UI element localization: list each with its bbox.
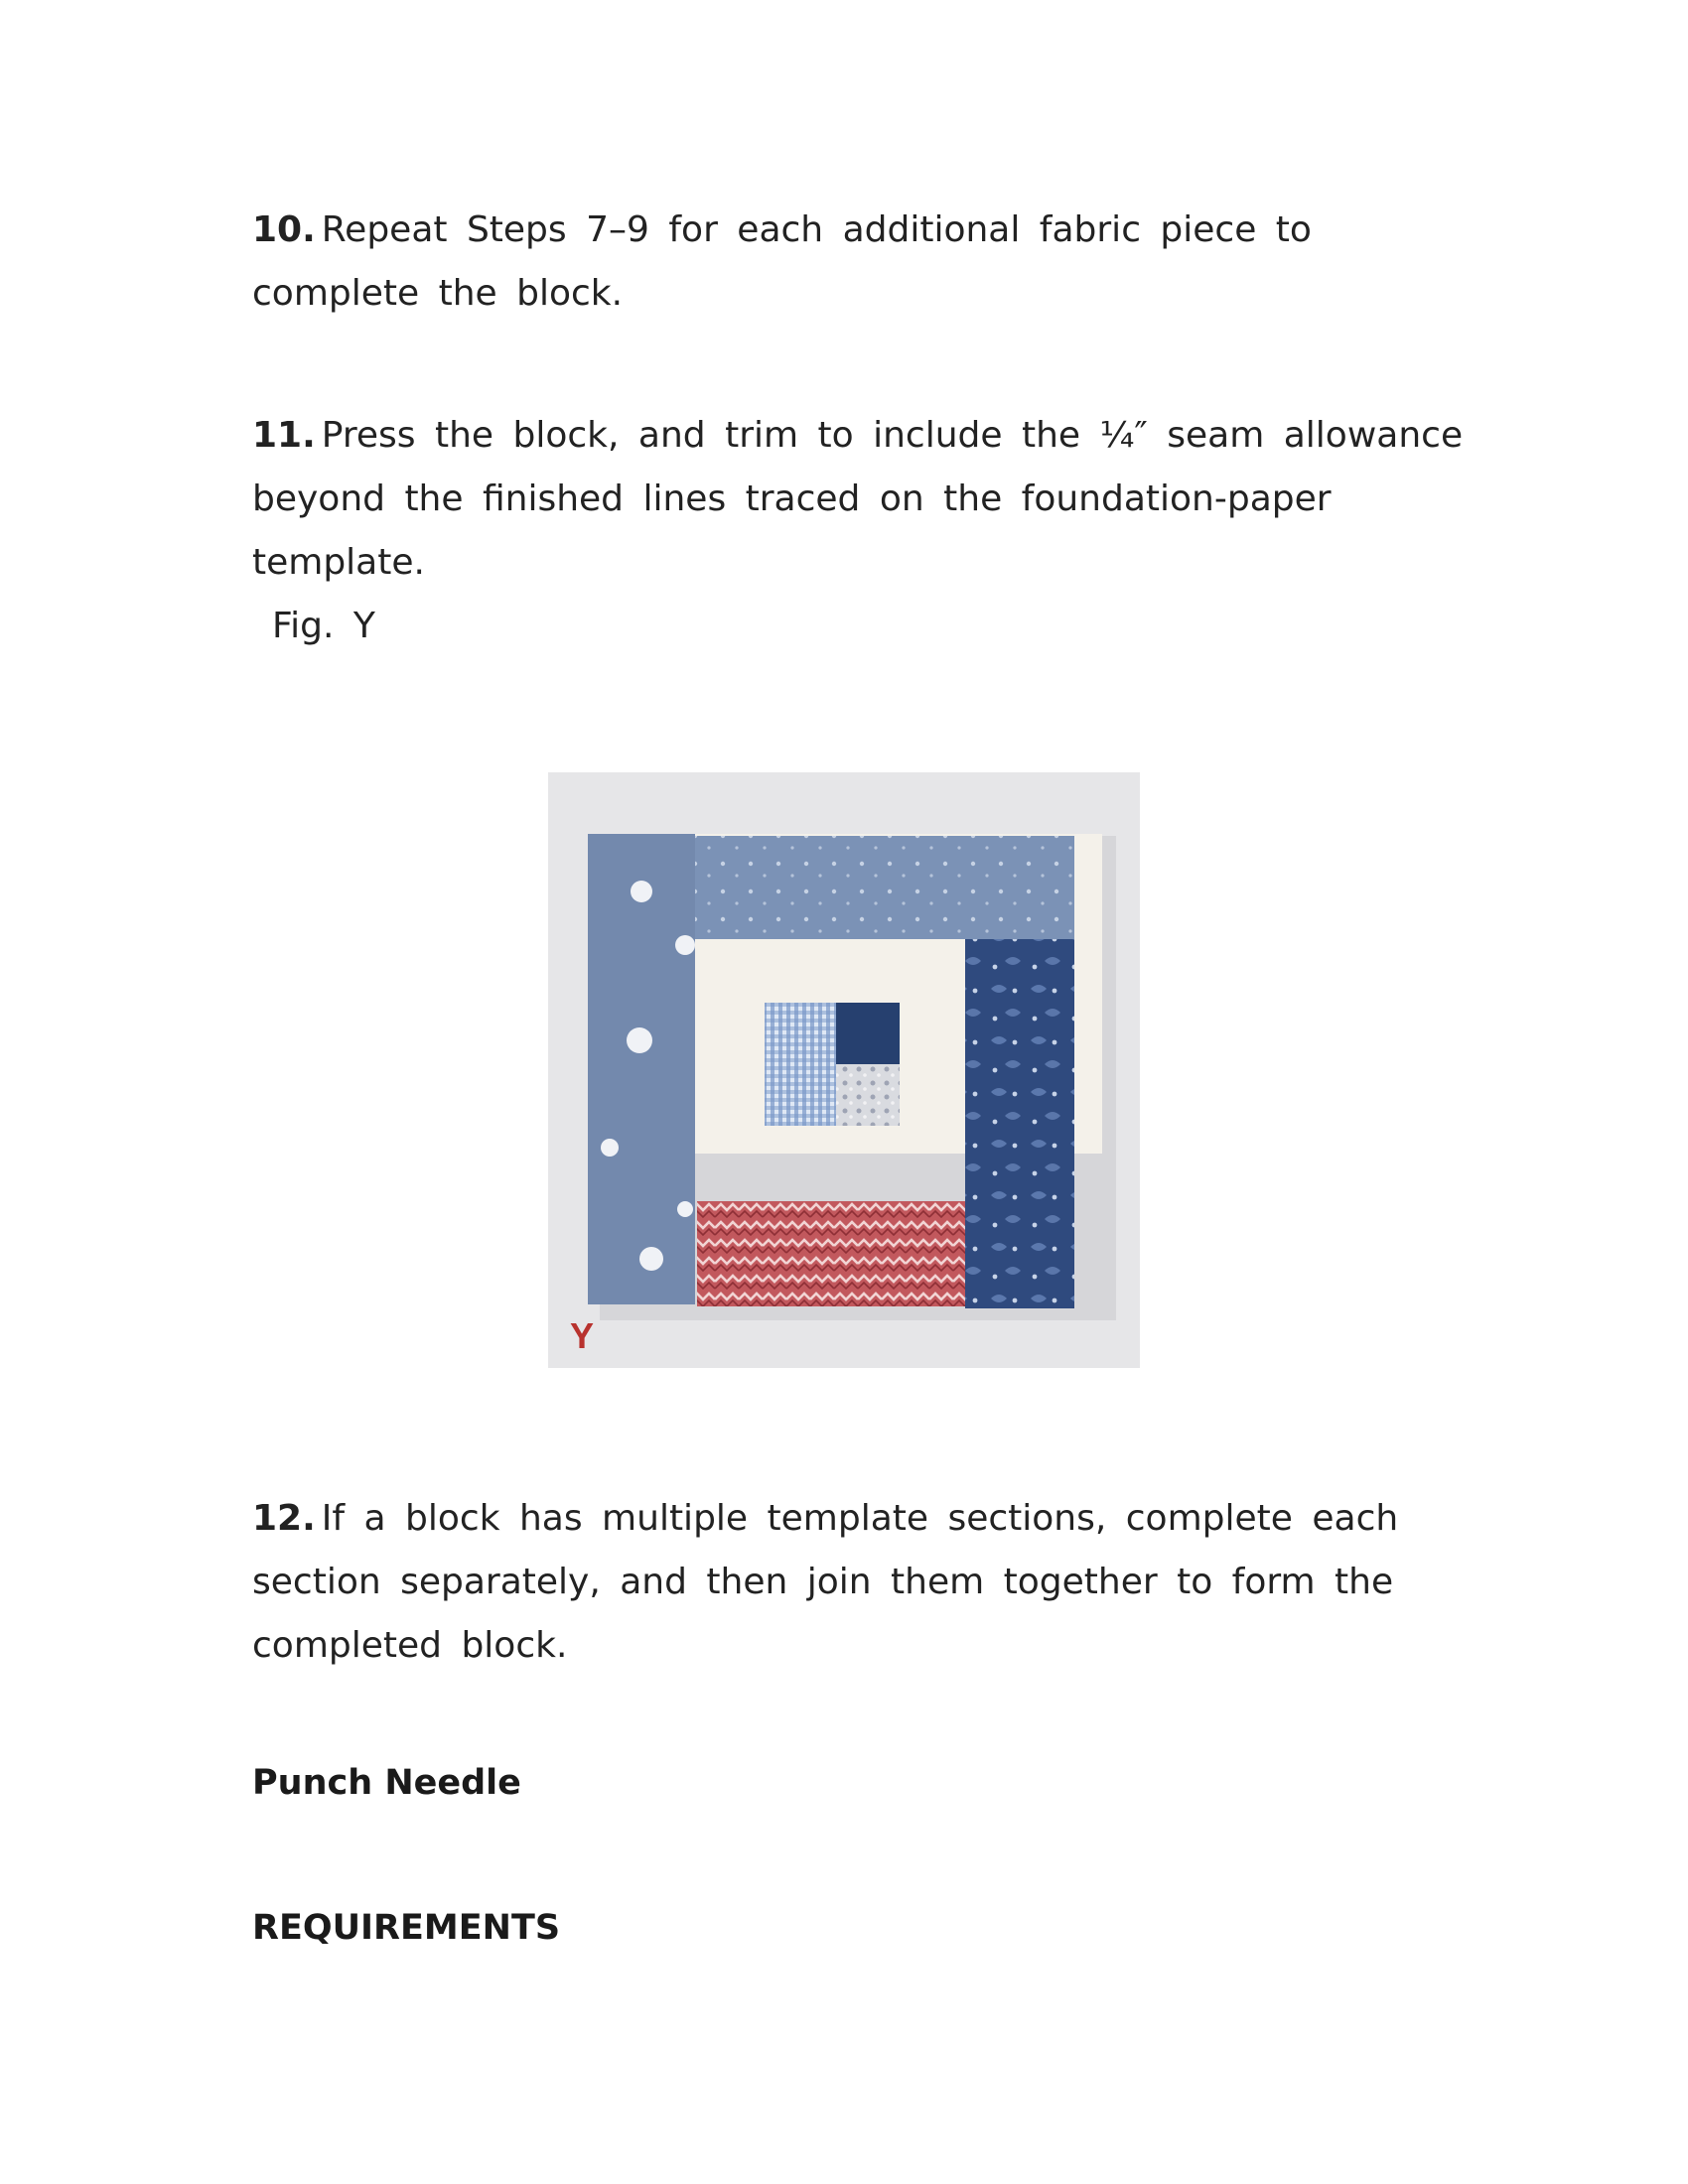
step-12 [252,1487,1464,1678]
step-number: 11. [252,415,316,456]
navy-square [836,1003,900,1064]
step-text: If a block has multiple template sections, complete each section separately, and then join them together to form the completed block. [252,1498,1399,1666]
figure-reference: Fig. Y [272,606,375,646]
section-heading-punch-needle: Punch Needle [252,1763,521,1803]
left-blue-floral-strip [588,834,695,1304]
step-text: Repeat Steps 7–9 for each additional fabric piece to complete the block. [252,209,1312,314]
figure-y-quilt-block-photo [548,772,1140,1368]
bottom-red-strip [697,1201,965,1306]
gray-floral-square [836,1064,900,1126]
step-number: 10. [252,209,316,250]
step-11 [252,404,1464,658]
step-text: Press the block, and trim to include the ¼″ seam allowance beyond the finished lines traced on the foundation-paper template. [252,415,1464,583]
figure-label: Y [570,1315,595,1356]
gingham-square [765,1003,836,1126]
section-heading-requirements: REQUIREMENTS [252,1908,561,1948]
step-number: 12. [252,1498,316,1539]
step-10 [252,199,1464,326]
